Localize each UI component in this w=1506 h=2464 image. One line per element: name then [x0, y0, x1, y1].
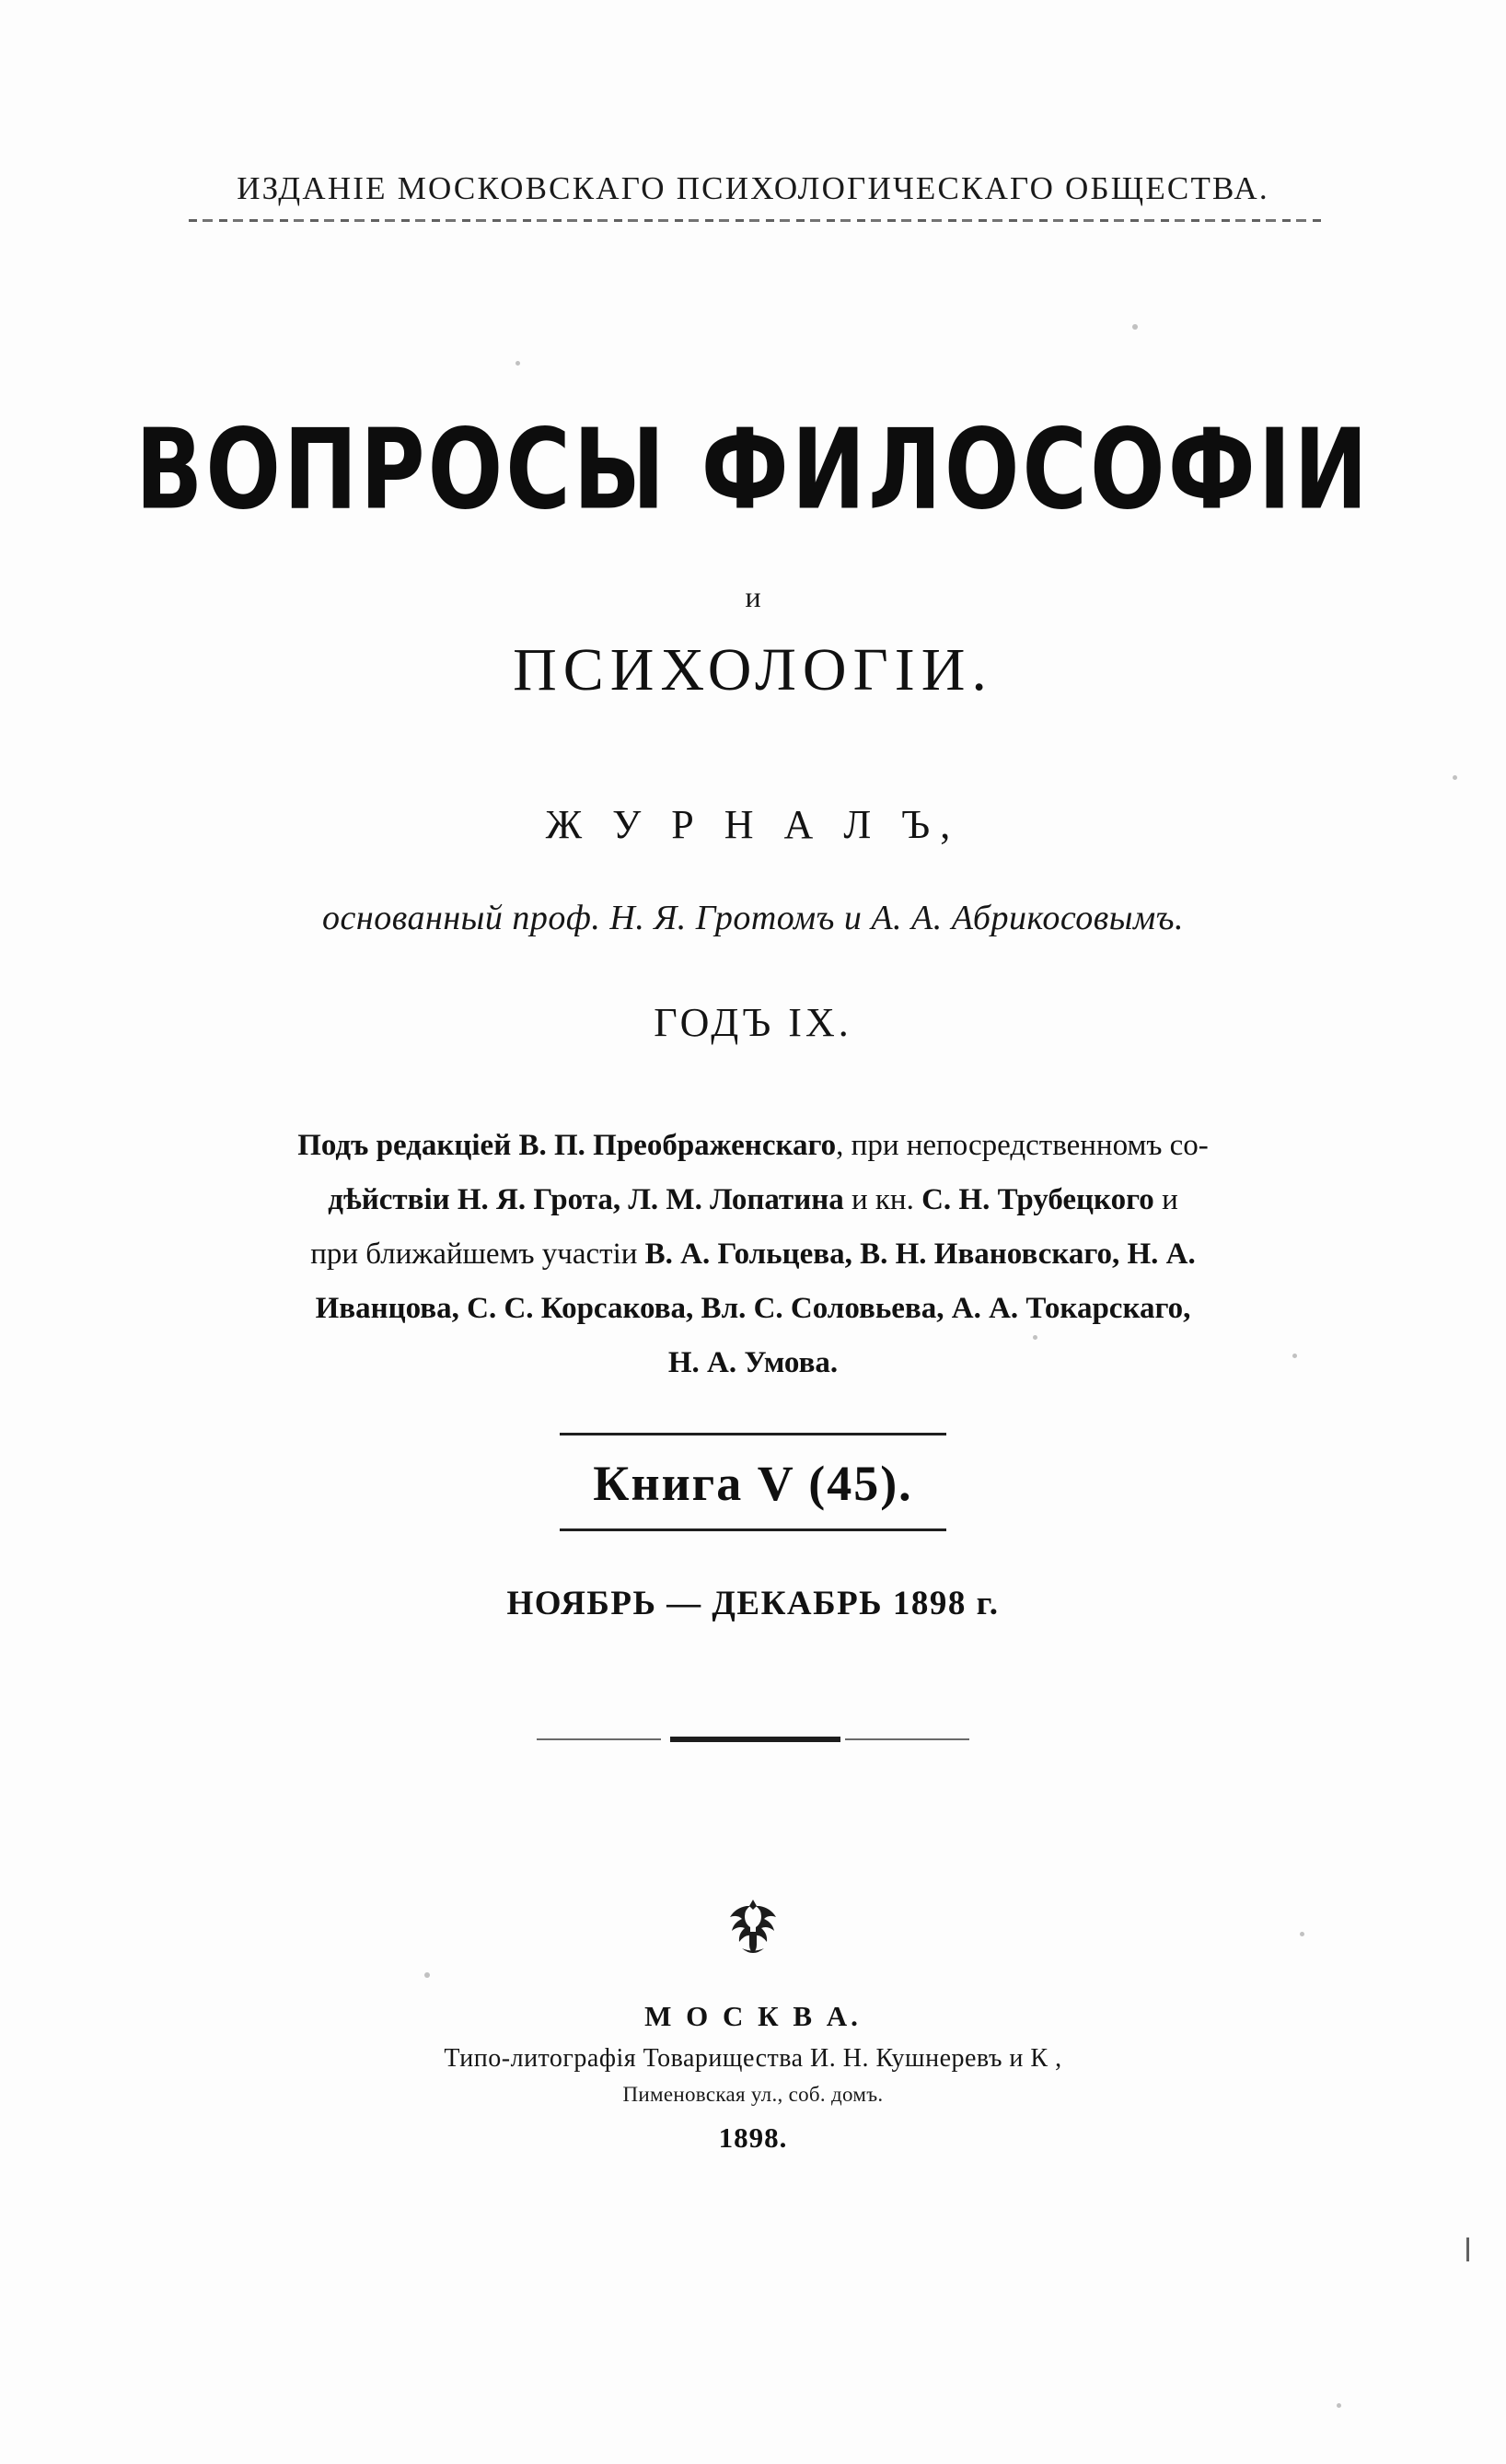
editorial-line-5	[37, 1336, 1469, 1390]
editorial-line-2-tail: и	[1153, 1183, 1178, 1216]
scan-speck	[1300, 1932, 1304, 1936]
journal-title-subtitle: ПСИХОЛОГІИ.	[513, 636, 993, 703]
founders-line: основанный проф. Н. Я. Гротомъ и А. А. Абрикосовымъ.	[322, 899, 1184, 937]
editorial-names-5: Н. А. Умова.	[667, 1346, 839, 1379]
scan-edge-mark	[1466, 2237, 1469, 2261]
editorial-line-1	[37, 1119, 1469, 1173]
journal-word: Ж У Р Н А Л Ъ,	[545, 802, 961, 847]
editorial-line-4	[37, 1282, 1469, 1336]
editorial-line-2	[37, 1173, 1469, 1227]
editorial-line-3	[37, 1227, 1469, 1282]
imperial-eagle-emblem	[719, 1895, 787, 1963]
scan-speck	[1033, 1335, 1037, 1340]
journal-title-conjunction: и	[745, 580, 761, 613]
editorial-line-1-rest: , при непосредственномъ со-	[836, 1129, 1209, 1162]
editorial-line-2-rest: и кн.	[843, 1183, 922, 1216]
scan-speck	[1292, 1354, 1297, 1358]
publisher-divider-rule	[189, 219, 1326, 222]
divider-thin-right	[845, 1738, 969, 1740]
book-number: Книга V (45).	[593, 1456, 913, 1511]
book-number-rule-bottom	[560, 1528, 946, 1531]
imprint-city: М О С К В А.	[644, 2000, 862, 2032]
editorial-board-block	[37, 1119, 1469, 1390]
divider-thick-center	[670, 1737, 840, 1742]
volume-year-line: ГОДЪ IX.	[654, 1000, 852, 1045]
issue-date: НОЯБРЬ — ДЕКАБРЬ 1898 г.	[506, 1585, 1000, 1622]
editorial-names-3: В. А. Гольцева, В. Н. Ивановскаго, Н. А.	[644, 1238, 1196, 1271]
imprint-block	[0, 2000, 1506, 2155]
publisher-line: ИЗДАНІЕ МОСКОВСКАГО ПСИХОЛОГИЧЕСКАГО ОБЩЕСТВА.	[237, 170, 1269, 206]
scan-speck	[1132, 324, 1138, 330]
editorial-names-2a: дѣйствіи Н. Я. Грота, Л. М. Лопатина	[328, 1183, 844, 1216]
imprint-year: 1898.	[718, 2121, 788, 2154]
scan-speck	[1337, 2403, 1341, 2408]
scan-speck	[1453, 775, 1457, 780]
divider-thin-left	[537, 1738, 661, 1740]
ornamental-divider	[537, 1736, 969, 1743]
editor-in-chief-name: Подъ редакціей В. П. Преображенскаго	[297, 1129, 837, 1162]
scan-speck	[424, 1972, 430, 1978]
scan-speck	[516, 361, 520, 366]
editorial-names-2b: С. Н. Трубецкого	[921, 1183, 1154, 1216]
editorial-names-4: Иванцова, С. С. Корсакова, Вл. С. Соловьева, А. А. Токарскаго,	[315, 1292, 1191, 1325]
imprint-address: Пименовская ул., соб. домъ.	[622, 2083, 884, 2106]
journal-title-main: ВОПРОСЫ ФИЛОСОФІИ	[135, 405, 1371, 534]
book-number-rule-top	[560, 1433, 946, 1435]
imprint-printer: Типо-литографія Товарищества И. Н. Кушнеревъ и К ,	[444, 2044, 1062, 2073]
editorial-line-3-rest: при ближайшемъ участіи	[310, 1238, 645, 1271]
